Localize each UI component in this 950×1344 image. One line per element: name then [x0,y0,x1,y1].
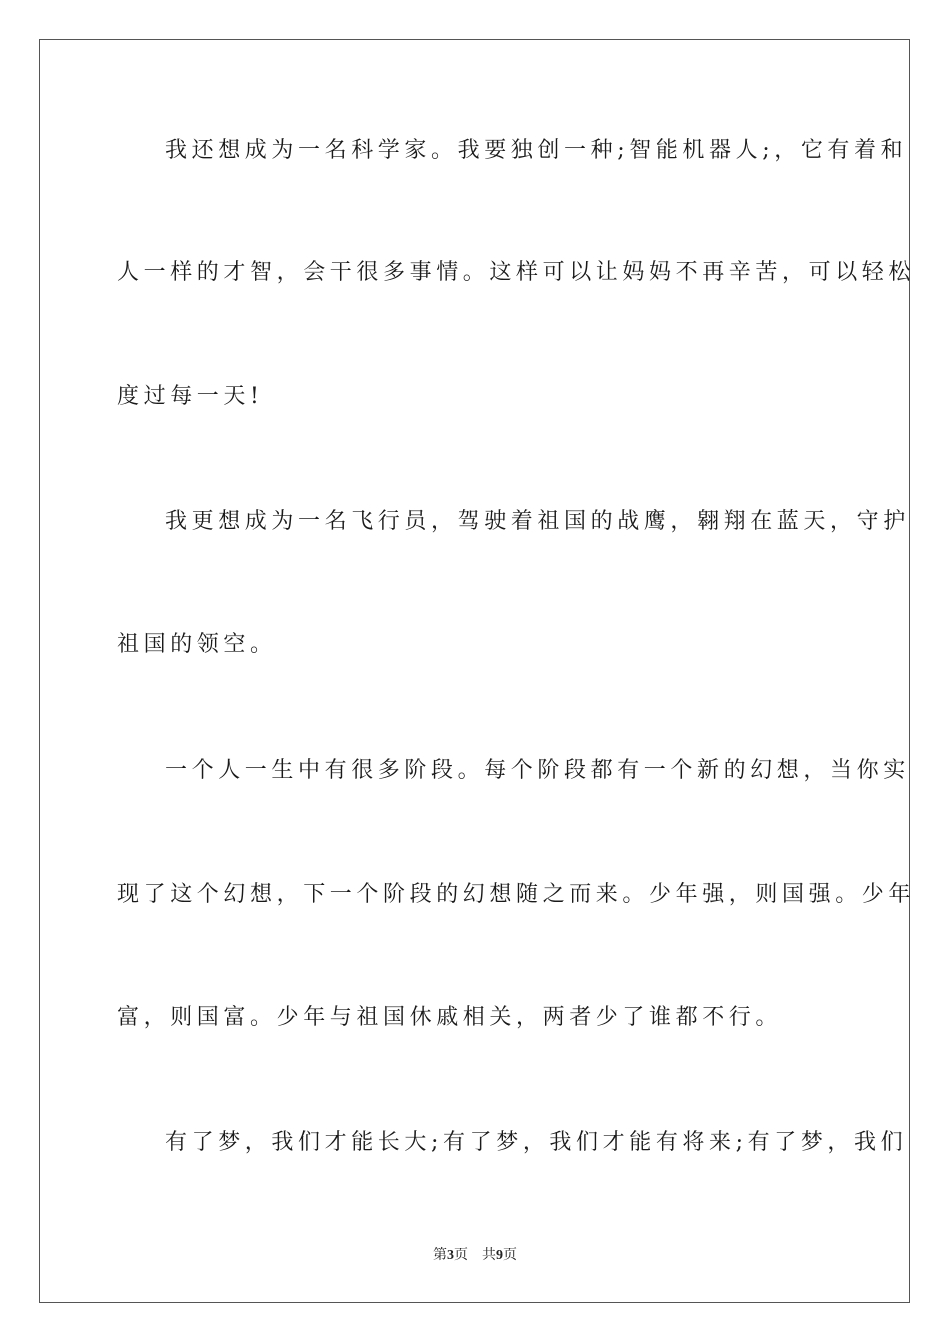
paragraph-line: 现了这个幻想，下一个阶段的幻想随之而来。少年强，则国强。少年 [117,882,916,907]
paragraph-line: 度过每一天! [117,384,264,409]
page-number: 3 [447,1248,454,1263]
total-suffix: 页 [503,1247,517,1263]
paragraph-line: 我还想成为一名科学家。我要独创一种;智能机器人;，它有着和 [165,138,908,163]
total-prefix: 共 [482,1247,496,1263]
paragraph-line: 祖国的领空。 [117,632,277,657]
total-pages: 9 [496,1248,503,1263]
paragraph-line: 人一样的才智，会干很多事情。这样可以让妈妈不再辛苦，可以轻松 [117,260,916,285]
paragraph-line: 一个人一生中有很多阶段。每个阶段都有一个新的幻想，当你实 [165,758,910,783]
page-prefix: 第 [433,1247,447,1263]
page-border [39,39,916,1303]
paragraph-line: 我更想成为一名飞行员，驾驶着祖国的战鹰，翱翔在蓝天，守护 [165,509,910,534]
page-suffix: 页 [454,1247,468,1263]
paragraph-line: 有了梦，我们才能长大;有了梦，我们才能有将来;有了梦，我们 [165,1130,908,1155]
page-footer [0,1246,950,1265]
paragraph-line: 富，则国富。少年与祖国休戚相关，两者少了谁都不行。 [117,1005,783,1030]
